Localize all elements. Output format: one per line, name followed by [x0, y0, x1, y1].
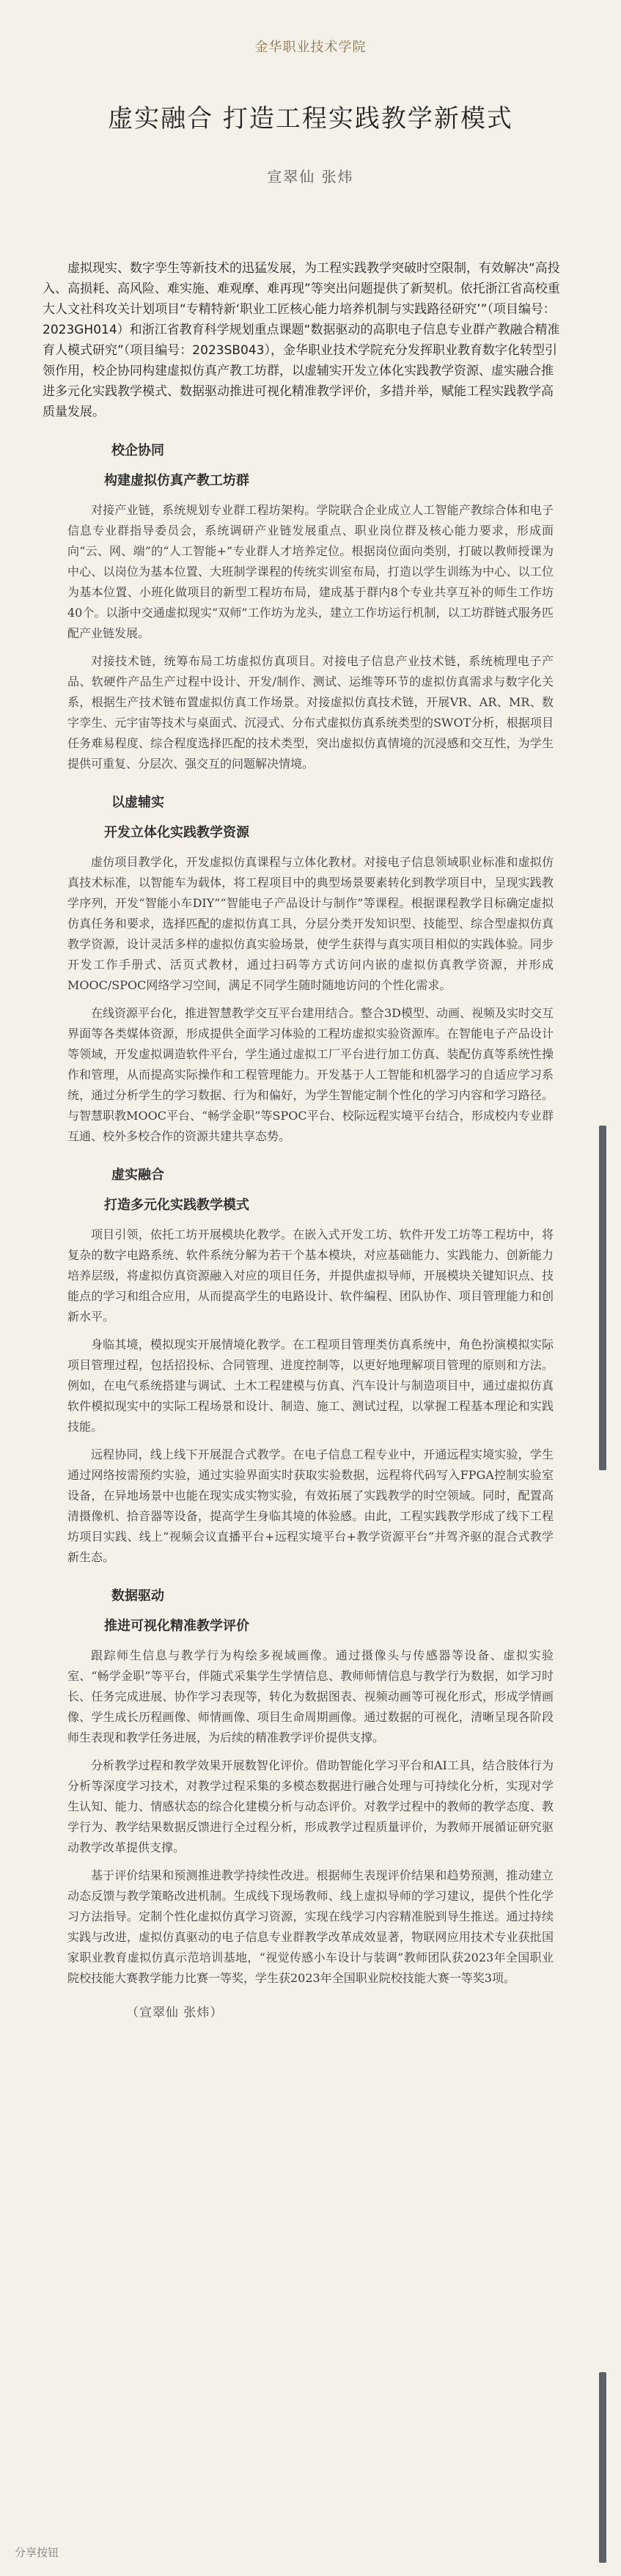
- paragraph: 对接技术链，统筹布局工坊虚拟仿真项目。对接电子信息产业技术链，系统梳理电子产品、软硬件产品生产过程中设计、开发/制作、测试、运维等环节的虚拟仿真需求与数字化关系，根据生产技术链布置虚拟仿真工作场景。对接虚拟仿真技术链，开展VR、AR、MR、数字孪生、元宇宙等技术与桌面式、沉浸式、分布式虚拟仿真系统类型的SWOT分析，根据项目任务难易程度、综合程度选择匹配的技术类型，突出虚拟仿真情境的沉浸感和交互性，为学生提供可重复、分层次、强交互的问题解决情境。: [67, 654, 554, 771]
- article-authors: 宣翠仙 张炜: [267, 168, 354, 186]
- article-body: [0, 438, 621, 2020]
- school-name: 金华职业技术学院: [254, 40, 367, 55]
- section-subheading: 打造多元化实践教学模式: [104, 1197, 249, 1213]
- paragraph: 远程协同，线上线下开展混合式教学。在电子信息工程专业中，开通远程实境实验，学生通过网络按需预约实验，通过实验界面实时获取实验数据，远程将代码写入FPGA控制实验室设备，在异地场景中也能在现实成实物实验，有效拓展了实践教学的时空领域。同时，配置高清摄像机、拾音器等设备，提高学生身临其境的体验感。由此，工程实践教学形成了线下工程坊项目实践、线上“视频会议直播平台+远程实境平台+教学资源平台”并驾齐驱的混合式教学新生态。: [67, 1447, 554, 1564]
- paragraph: 在线资源平台化，推进智慧教学交互平台建用结合。整合3D模型、动画、视频及实时交互界面等各类媒体资源，形成提供全面学习体验的工程坊虚拟实验资源库。在智能电子产品设计等领域，开发虚拟调造软件平台，学生通过虚拟工厂平台进行加工仿真、装配仿真等系统性操作和管理，从而提高实际操作和工程管理能力。开发基于人工智能和机器学习的自适应学习系统，通过分析学生的学习数据、行为和偏好，为学生智能定制个性化的学习内容和学习路径。与智慧职教MOOC平台、“畅学金职”等SPOC平台、校际远程实境平台结合，形成校内专业群互通、校外多校合作的资源共建共享态势。: [67, 1006, 554, 1143]
- section-3: [67, 1163, 554, 1568]
- paragraph: 对接产业链，系统规划专业群工程坊架构。学院联合企业成立人工智能产教综合体和电子信息专业群指导委员会，系统调研产业链发展重点、职业岗位群及核心能力要求，形成面向“云、网、端”的“人工智能+”专业群人才培养定位。根据岗位面向类别，打破以教师授课为中心、以岗位为基本位置、大班制学课程的传统实训室布局，打造以学生训练为中心、以工位为基本位置、小班化做项目的新型工程坊布局，建成基于群内8个专业共享互补的师生工作坊40个。以浙中交通虚拟现实“双师”工作坊为龙头，建立工作坊运行机制，以工坊群链式服务匹配产业链发展。: [67, 503, 554, 640]
- paragraph: 分析教学过程和教学效果开展数智化评价。借助智能化学习平台和AI工具，结合肢体行为分析等深度学习技术，对教学过程采集的多模态数据进行融合处理与可持续化分析，实现对学生认知、能力、情感状态的综合化建模分析与动态评价。对教学过程中的教师的教学态度、教学行为、教学结果数据反馈进行全过程分析，形成教学过程质量评价，为教师开展循证研究驱动教学改革提供支撑。: [67, 1758, 554, 1854]
- paragraph: 身临其境，模拟现实开展情境化教学。在工程项目管理类仿真系统中，角色扮演模拟实际项目管理过程，包括招投标、合同管理、进度控制等，以更好地理解项目管理的原则和方法。例如，在电气系统搭建与调试、土木工程建模与仿真、汽车设计与制造项目中，通过虚拟仿真软件模拟现实中的实际工程场景和设计、制造、施工、测试过程，以掌握工程基本理论和实践技能。: [67, 1337, 554, 1434]
- section-heading: 虚实融合: [111, 1167, 164, 1183]
- share-button[interactable]: 分享按钮: [15, 2546, 59, 2559]
- section-heading: 以虚辅实: [111, 795, 164, 810]
- abstract-text: 虚拟现实、数字孪生等新技术的迅猛发展，为工程实践教学突破时空限制，有效解决“高投入、高损耗、高风险、难实施、难观摩、难再现”等突出问题提供了新契机。依托浙江省高校重大人文社科攻关计划项目“专精特新‘职业工匠核心能力培养机制与实践路径研究’”（项目编号：2023GH014）和浙江省教育科学规划重点课题“数据驱动的高职电子信息专业群产教融合精准育人模式研究”（项目编号：2023SB043），金华职业技术学院充分发挥职业教育数字化转型引领作用，校企协同构建虚拟仿真产教工坊群，以虚辅实开发立体化实践教学资源、虚实融合推进多元化实践教学模式、数据驱动推进可视化精准教学评价，多措并举，赋能工程实践教学高质量发展。: [43, 261, 560, 419]
- paragraph: 项目引领，依托工坊开展模块化教学。在嵌入式开发工坊、软件开发工坊等工程坊中，将复杂的数字电路系统、软件系统分解为若干个基本模块，对应基础能力、实践能力、创新能力培养层级，将虚拟仿真资源融入对应的项目任务，并提供虚拟导师，开展模块关键知识点、技能点的学习和组合应用，从而提高学生的电路设计、软件编程、团队协作、项目管理能力和创新水平。: [67, 1228, 554, 1324]
- section-1: [67, 438, 554, 774]
- page-title: 虚实融合 打造工程实践教学新模式: [108, 104, 513, 133]
- scrollbar-thumb-lower[interactable]: [599, 2372, 606, 2563]
- paragraph: 跟踪师生信息与教学行为构绘多视域画像。通过摄像头与传感器等设备、虚拟实验室、“畅学金职”等平台，伴随式采集学生学情信息、教师师情信息与教学行为数据，如学习时长、任务完成进展、协作学习表现等，转化为数据图表、视频动画等可视化形式，形成学情画像、学生成长历程画像、师情画像、项目生命周期画像。通过数据的可视化，清晰呈现各阶段师生表现和教学任务进展，为后续的精准教学评价提供支撑。: [67, 1648, 554, 1744]
- section-4: [67, 1584, 554, 1989]
- article-abstract: [0, 258, 621, 422]
- section-subheading: 构建虚拟仿真产教工坊群: [104, 473, 249, 488]
- section-heading: 校企协同: [111, 443, 164, 458]
- section-heading: 数据驱动: [111, 1588, 164, 1604]
- paragraph: 虚仿项目教学化，开发虚拟仿真课程与立体化教材。对接电子信息领域职业标准和虚拟仿真技术标准，以智能车为载体，将工程项目中的典型场景要素转化到教学项目中，呈现实践教学序列，开发“智能小车DIY”“智能电子产品设计与制作”等课程。根据课程教学目标确定虚拟仿真任务和要求，选择匹配的虚拟仿真工具，分层分类开发知识型、技能型、综合型虚拟仿真教学资源，设计灵活多样的虚拟仿真实验场景，使学生获得与真实项目相似的实践体验。同步开发工作手册式、活页式教材，通过扫码等方式访问内嵌的虚拟仿真教学资源，并形成MOOC/SPOC网络学习空间，满足不同学生随时随地访问的个性化需求。: [67, 855, 554, 992]
- paragraph: 基于评价结果和预测推进教学持续性改进。根据师生表现评价结果和趋势预测，推动建立动态反馈与教学策略改进机制。生成线下现场教师、线上虚拟导师的学习建议，提供个性化学习方法指导。定制个性化虚拟仿真学习资源，实现在线学习内容精准脱到导生推送。通过持续实践与改进，虚拟仿真驱动的电子信息专业群教学改革成效显著，物联网应用技术专业获批国家职业教育虚拟仿真示范培训基地，“视觉传感小车设计与装调”教师团队获2023年全国职业院校技能大赛教学能力比赛一等奖，学生获2023年全国职业院校技能大赛一等奖3项。: [67, 1868, 554, 1985]
- scrollbar-thumb[interactable]: [599, 1126, 606, 1470]
- section-subheading: 推进可视化精准教学评价: [104, 1618, 249, 1634]
- section-subheading: 开发立体化实践教学资源: [104, 825, 249, 840]
- article-signoff: （宣翠仙 张炜）: [126, 2006, 224, 2020]
- section-2: [67, 790, 554, 1147]
